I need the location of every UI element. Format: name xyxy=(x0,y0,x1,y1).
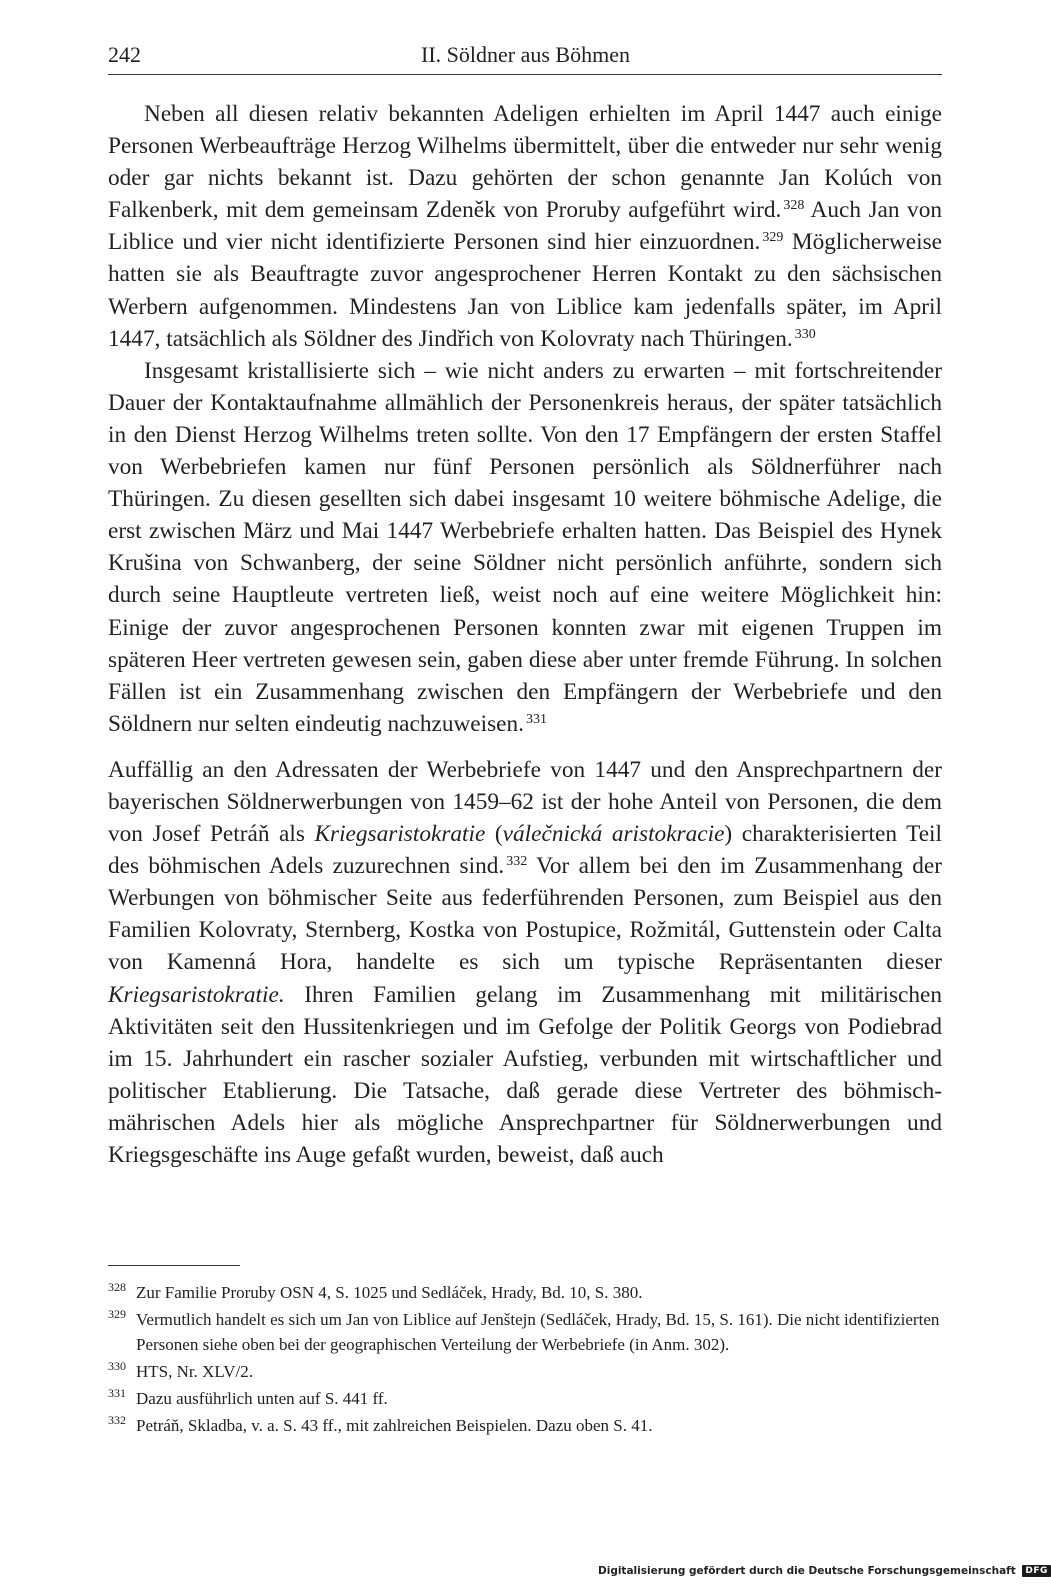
footnote-divider xyxy=(108,1265,240,1266)
footnote-number: 329 xyxy=(108,1307,126,1321)
text-run: ) charakterisierten Teil des böhmischen Adels zuzurechnen sind. xyxy=(108,821,942,880)
footnote-ref-330[interactable]: 330 xyxy=(794,326,816,342)
footnote-number: 330 xyxy=(108,1359,126,1373)
italic-term: Kriegsaristokratie xyxy=(314,821,486,848)
running-title: II. Söldner aus Böhmen xyxy=(421,42,630,67)
footnote-number: 332 xyxy=(108,1413,126,1427)
digitization-credit xyxy=(598,1565,1048,1583)
dfg-logo-icon: DFG xyxy=(1022,1565,1051,1577)
footnote-text: Zur Familie Proruby OSN 4, S. 1025 und Sedláček, Hrady, Bd. 10, S. 380. xyxy=(136,1283,643,1302)
footnote xyxy=(108,1280,942,1305)
footnote-number: 328 xyxy=(108,1280,126,1294)
footnote-ref-329[interactable]: 329 xyxy=(762,230,784,246)
paragraph-3 xyxy=(108,754,942,1171)
footnote xyxy=(108,1307,942,1357)
paragraph-1 xyxy=(108,98,942,355)
footnote-text: Dazu ausführlich unten auf S. 441 ff. xyxy=(136,1389,388,1408)
main-text xyxy=(108,98,942,1171)
footnote xyxy=(108,1359,942,1384)
footnote-number: 331 xyxy=(108,1386,126,1400)
footnote-text: HTS, Nr. XLV/2. xyxy=(136,1362,253,1381)
text-run: Möglicherweise hatten sie als Beauftragte zuvor angesprochener Herren Kontakt zu den sächsischen Werbern aufgenommen. Mindestens Jan von Liblice kam jedenfalls später, im April 1447, tatsächlich als Söldner des Jindřich von Kolovraty nach Thüringen. xyxy=(108,229,942,352)
text-run: Auffällig an den Adressaten der Werbebriefe von 1447 und den Ansprechpartnern der bayerischen Söldnerwerbungen von 1459–62 ist der hohe Anteil von Personen, die dem von Josef Petráň als xyxy=(108,756,942,848)
text-run: Vor allem bei den im Zusammenhang der Werbungen von böhmischer Seite aus federführenden Personen, zum Beispiel aus den Familien Kolovraty, Sternberg, Kostka von Postupice, Rožmitál, Guttenstein oder Calta von Kamenná Hora, handelte es sich um typische Repräsentanten dieser xyxy=(108,853,942,976)
footnote-ref-331[interactable]: 331 xyxy=(526,711,547,727)
footnote xyxy=(108,1413,942,1438)
credit-text: Digitalisierung gefördert durch die Deutsche Forschungsgemeinschaft xyxy=(598,1565,1016,1577)
running-header xyxy=(108,38,942,75)
footnotes xyxy=(108,1280,942,1440)
footnote xyxy=(108,1386,942,1411)
footnote-ref-328[interactable]: 328 xyxy=(783,198,805,214)
footnote-text: Vermutlich handelt es sich um Jan von Liblice auf Jenštejn (Sedláček, Hrady, Bd. 15, S. 161). Die nicht identifizierten Personen siehe oben bei der geographischen Verteilung der Werbebriefe (in Anm. 302). xyxy=(136,1310,940,1354)
text-run: ( xyxy=(485,821,503,848)
text-run: Insgesamt kristallisierte sich – wie nicht anders zu erwarten – mit fortschreitender Dauer der Kontaktaufnahme allmählich der Personenkreis heraus, der später tatsächlich in den Dienst Herzog Wilhelms treten sollte. Von den 17 Empfängern der ersten Staffel von Werbebriefen kamen nur fünf Personen persönlich als Söldnerführer nach Thüringen. Zu diesen gesellten sich dabei insgesamt 10 weitere böhmische Adelige, die erst zwischen März und Mai 1447 Werbebriefe erhalten hatten. Das Beispiel des Hynek Krušina von Schwanberg, der seine Söldner nicht persönlich anführte, sondern sich durch seine Hauptleute vertreten ließ, weist noch auf eine weitere Möglichkeit hin: Einige der zuvor angesprochenen Personen konnten zwar mit eigenen Truppen im späteren Heer vertreten gewesen sein, gaben diese aber unter fremde Führung. In solchen Fällen ist ein Zusammenhang zwischen den Empfängern der Werbebriefe und den Söldnern nur selten eindeutig nachzuweisen. xyxy=(108,357,942,737)
text-run: Ihren Familien gelang im Zusammenhang mit militärischen Aktivitäten seit den Hussitenkriegen und im Gefolge der Politik Georgs von Podiebrad im 15. Jahrhundert ein rascher sozialer Aufstieg, verbunden mit wirtschaftlicher und politischer Etablierung. Die Tatsache, daß gerade diese Vertreter des böhmisch-mährischen Adels hier als mögliche Ansprechpartner für Söldnerwerbungen und Kriegsgeschäfte ins Auge gefaßt wurden, beweist, daß auch xyxy=(108,981,942,1168)
text-run: Neben all diesen relativ bekannten Adeligen erhielten im April 1447 auch einige Personen Werbeaufträge Herzog Wilhelms übermittelt, über die entweder nur sehr wenig oder gar nichts bekannt ist. Dazu gehörten der schon genannte Jan Kolúch von Falkenberk, mit dem gemeinsam Zdeněk von Proruby aufgeführt wird. xyxy=(108,101,942,224)
paragraph-2 xyxy=(108,355,942,740)
footnote-ref-332[interactable]: 332 xyxy=(506,854,528,870)
page-number: 242 xyxy=(108,42,141,67)
italic-term: válečnická aristokracie xyxy=(502,821,725,848)
text-run: Auch Jan von Liblice und vier nicht identifizierte Personen sind hier einzuordnen. xyxy=(108,197,942,256)
italic-term: Kriegsaristokratie. xyxy=(108,981,285,1008)
footnote-text: Petráň, Skladba, v. a. S. 43 ff., mit zahlreichen Beispielen. Dazu oben S. 41. xyxy=(136,1416,653,1435)
